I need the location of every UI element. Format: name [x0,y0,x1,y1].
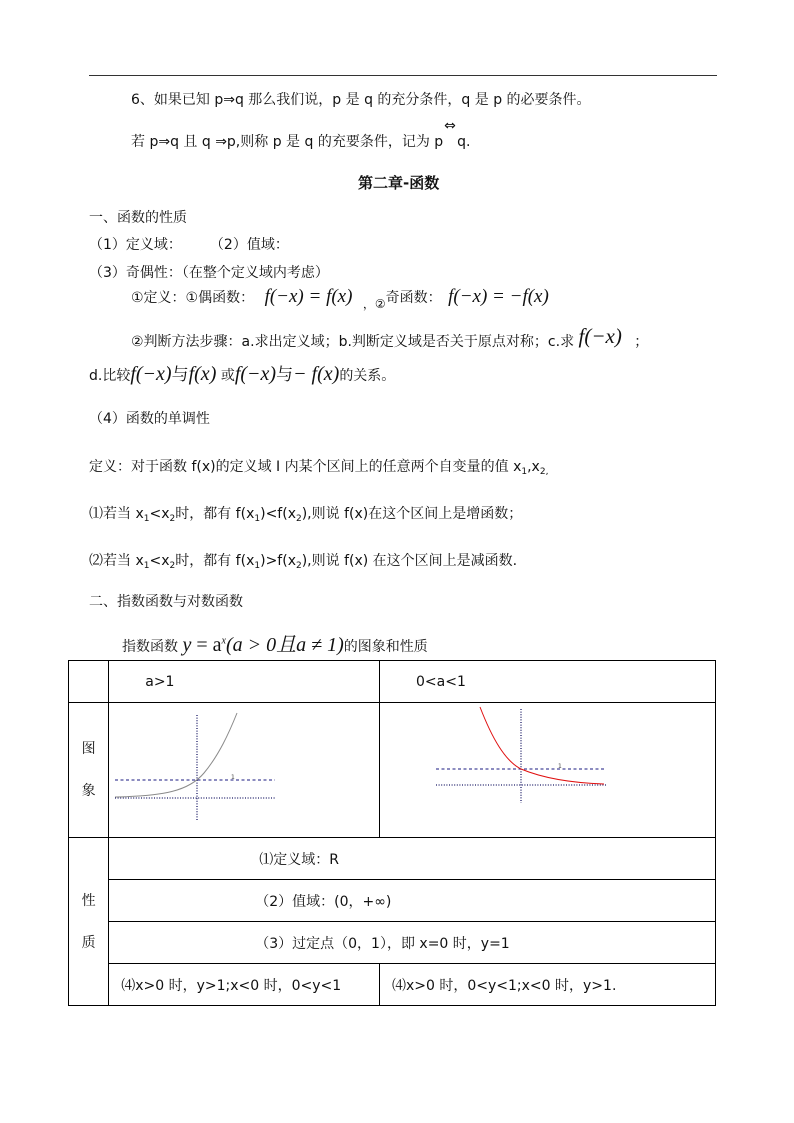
parity-method-text: ②判断方法步骤：a.求出定义域；b.判断定义域是否关于原点对称；c.求 [131,334,575,350]
exp-formula-eq: = a [191,634,222,656]
mono-def-sub1: 1 [521,467,528,477]
inc-part-a: ⑴若当 x [89,506,144,522]
domain-range-line [89,234,289,254]
odd-function-label: 奇函数： [385,290,442,306]
parity-def-label: ①定义：①偶函数： [131,290,255,306]
graph-exp-increasing [109,703,359,833]
row-label-properties [69,838,109,1006]
property-4-a-between-0-1: ⑷x>0 时，0<y<1;x<0 时，y>1. [380,964,716,1006]
dec-sub-4: 2 [295,561,302,571]
parity-definition [131,286,549,311]
row-label-prop-1: 性 [81,892,96,909]
row-label-image-1: 图 [81,741,96,757]
exp-formula-condition: (a > 0且a ≠ 1) [225,634,344,656]
property-domain: ⑴定义域：R [109,838,716,880]
parity-heading: （3）奇偶性：（在整个定义域内考虑） [89,265,329,281]
graph-exp-decreasing [380,703,715,833]
header-rule [89,75,717,76]
mono-def-comma: ,x [527,459,540,475]
inc-part-d: )<f(x [260,506,296,522]
monotonicity-decreasing [89,550,517,571]
dec-part-c: 时，都有 f(x [175,553,255,569]
exp-caption-after: 的图象和性质 [343,639,428,655]
monotonicity-definition [89,456,548,477]
section-heading-function-properties: 一、函数的性质 [89,210,187,226]
exp-formula [182,634,343,656]
table-corner-cell [69,661,109,703]
parity-method-end: ； [634,334,649,350]
inc-part-e: ),则说 f(x)在这个区间上是增函数； [301,506,523,522]
axes-right [436,709,606,803]
parity-compare [89,360,395,386]
exp-caption-before: 指数函数 [122,639,178,655]
exp-function-caption [122,628,428,657]
parity-separator: ，② [362,297,386,311]
compare-or: 或 [220,368,235,384]
monotonicity-heading: （4）函数的单调性 [89,411,210,427]
chapter-title: 第二章-函数 [358,174,440,192]
dec-sub-3: 1 [254,561,261,571]
exp-curve-increasing [115,713,237,797]
dec-sub-2: 2 [169,561,176,571]
parity-method [131,324,649,352]
row-label-image-2: 象 [81,783,96,799]
inc-sub-1: 1 [143,514,150,524]
property-range: （2）值域：(0，+∞) [109,880,716,922]
compare-with-2: 与 [276,365,294,385]
inc-part-b: <x [149,506,170,522]
exp-properties-table [68,660,716,1006]
domain-label: （1）定义域： [89,237,182,253]
dec-part-a: ⑵若当 x [89,553,144,569]
exp-curve-decreasing [480,707,604,784]
iff-text: 若 p⇒q 且 q ⇒p,则称 p 是 q 的充要条件，记为 p [131,134,444,150]
dec-part-d: )>f(x [260,553,296,569]
row-label-image [69,703,109,838]
axes-left [115,715,275,821]
monotonicity-increasing [89,503,522,524]
compare-f-neg-x-2: f(−x) [234,363,277,385]
dec-part-e: ),则说 f(x) 在这个区间上是减函数. [301,553,518,569]
section-heading-exp-log: 二、指数函数与对数函数 [89,594,243,610]
graph-label-right: 1 [558,763,562,770]
property-4-a-greater-1: ⑷x>0 时，y>1;x<0 时，0<y<1 [109,964,380,1006]
parity-method-formula: f(−x) [578,324,622,348]
header-a-between-0-1: 0<a<1 [380,661,716,703]
odd-function-formula: f(−x) = −f(x) [448,286,549,307]
paragraph-iff-condition [131,118,471,151]
graph-label-left: 1 [231,774,236,781]
compare-start: d.比较 [89,368,131,384]
dec-sub-1: 1 [143,561,150,571]
dec-part-b: <x [149,553,170,569]
mono-def-text: 定义：对于函数 f(x)的定义域 I 内某个区间上的任意两个自变量的值 x [89,459,522,475]
compare-f-neg-x: f(−x) [130,363,172,385]
iff-end: q. [457,134,471,150]
header-a-greater-1: a>1 [109,661,380,703]
graph-cell-increasing [109,703,380,838]
property-fixed-point: （3）过定点（0，1），即 x=0 时，y=1 [109,922,716,964]
range-label: （2）值域： [209,237,289,253]
inc-sub-4: 2 [295,514,302,524]
exp-formula-y: y [182,634,192,656]
compare-with-1: 与 [171,365,189,385]
even-function-formula: f(−x) = f(x) [264,286,353,307]
graph-cell-decreasing [380,703,716,838]
row-label-prop-2: 质 [81,934,96,951]
inc-part-c: 时，都有 f(x [175,506,255,522]
compare-end: 的关系。 [339,368,396,384]
compare-neg-f-x: − f(x) [293,363,340,385]
mono-def-sub2: 2 [539,467,546,477]
compare-f-x: f(x) [188,363,217,385]
exp-formula-exponent: x [221,635,226,647]
mono-def-end: , [545,467,549,477]
inc-sub-3: 1 [254,514,261,524]
inc-sub-2: 2 [169,514,176,524]
iff-symbol: ⇔ [444,118,456,134]
paragraph-sufficient-condition: 6、如果已知 p⇒q 那么我们说，p 是 q 的充分条件，q 是 p 的必要条件。 [131,92,591,108]
